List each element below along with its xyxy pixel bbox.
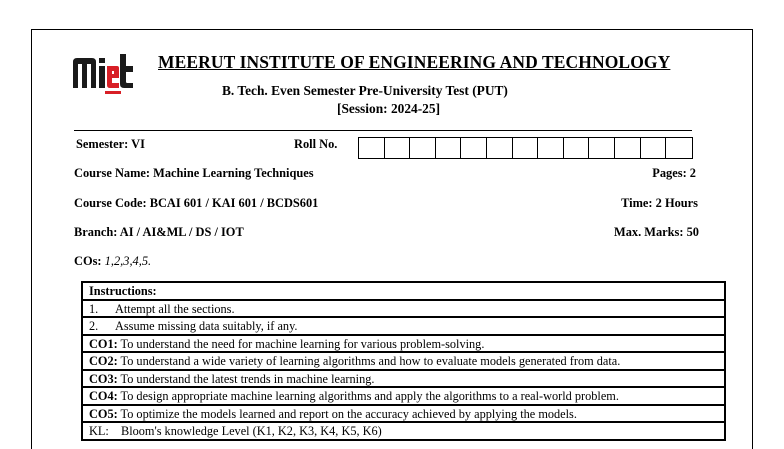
co-key: CO2: <box>89 354 118 368</box>
instruction-row <box>83 318 724 336</box>
co-key: CO1: <box>89 336 118 351</box>
course-name: Course Name: Machine Learning Techniques <box>74 166 314 180</box>
co-row <box>83 336 724 354</box>
instruction-row <box>83 301 724 319</box>
instructions-title: Instructions: <box>83 283 724 301</box>
roll-digit-box[interactable] <box>359 138 385 158</box>
roll-digit-box[interactable] <box>641 138 667 158</box>
cos-value: 1,2,3,4,5. <box>104 254 152 268</box>
roll-digit-box[interactable] <box>436 138 462 158</box>
instruction-key: 2. <box>89 319 99 333</box>
branch: Branch: AI / AI&ML / DS / IOT <box>74 225 244 239</box>
roll-digit-box[interactable] <box>385 138 411 158</box>
roll-digit-box[interactable] <box>589 138 615 158</box>
co-text: To design appropriate machine learning algorithms and apply the algorithms to a real-world problem. <box>117 389 619 403</box>
co-row <box>83 406 724 424</box>
course-code: Course Code: BCAI 601 / KAI 601 / BCDS601 <box>74 196 319 210</box>
exam-time: Time: 2 Hours <box>621 196 698 210</box>
co-row <box>83 371 724 389</box>
kl-key: KL: <box>89 424 109 438</box>
co-key: CO5: <box>89 406 118 421</box>
roll-digit-box[interactable] <box>538 138 564 158</box>
co-key: CO3: <box>89 371 118 386</box>
roll-digit-box[interactable] <box>487 138 513 158</box>
roll-number-boxes[interactable] <box>358 137 693 159</box>
co-text: To optimize the models learned and report on the accuracy achieved by applying the models. <box>117 406 577 421</box>
instruction-text: Assume missing data suitably, if any. <box>115 319 298 333</box>
pages-count: Pages: 2 <box>652 166 696 180</box>
roll-digit-box[interactable] <box>513 138 539 158</box>
exam-title: B. Tech. Even Semester Pre-University Test (PUT) <box>222 83 508 98</box>
co-text: To understand a wide variety of learning algorithms and how to evaluate models generated from data. <box>117 354 621 368</box>
roll-digit-box[interactable] <box>564 138 590 158</box>
cos-label: COs: <box>74 254 102 268</box>
cos-line <box>74 254 151 269</box>
roll-digit-box[interactable] <box>461 138 487 158</box>
divider-line <box>74 130 692 131</box>
roll-digit-box[interactable] <box>615 138 641 158</box>
roll-digit-box[interactable] <box>666 138 692 158</box>
roll-digit-box[interactable] <box>410 138 436 158</box>
co-text: To understand the latest trends in machine learning. <box>117 371 375 386</box>
roll-no-label: Roll No. <box>294 137 338 151</box>
max-marks: Max. Marks: 50 <box>614 225 699 239</box>
session-label: [Session: 2024-25] <box>337 101 441 116</box>
institute-name: MEERUT INSTITUTE OF ENGINEERING AND TECHNOLOGY <box>158 52 671 72</box>
instruction-key: 1. <box>89 301 99 316</box>
co-key: CO4: <box>89 389 118 403</box>
kl-row <box>83 423 724 441</box>
co-text: To understand the need for machine learning for various problem-solving. <box>117 336 485 351</box>
co-row <box>83 353 724 371</box>
semester-label: Semester: VI <box>76 137 145 151</box>
kl-text: Bloom's knowledge Level (K1, K2, K3, K4, K5, K6) <box>121 424 382 438</box>
instruction-text: Attempt all the sections. <box>115 301 235 316</box>
miet-logo <box>72 52 134 96</box>
instructions-table <box>81 281 726 441</box>
co-row <box>83 388 724 406</box>
